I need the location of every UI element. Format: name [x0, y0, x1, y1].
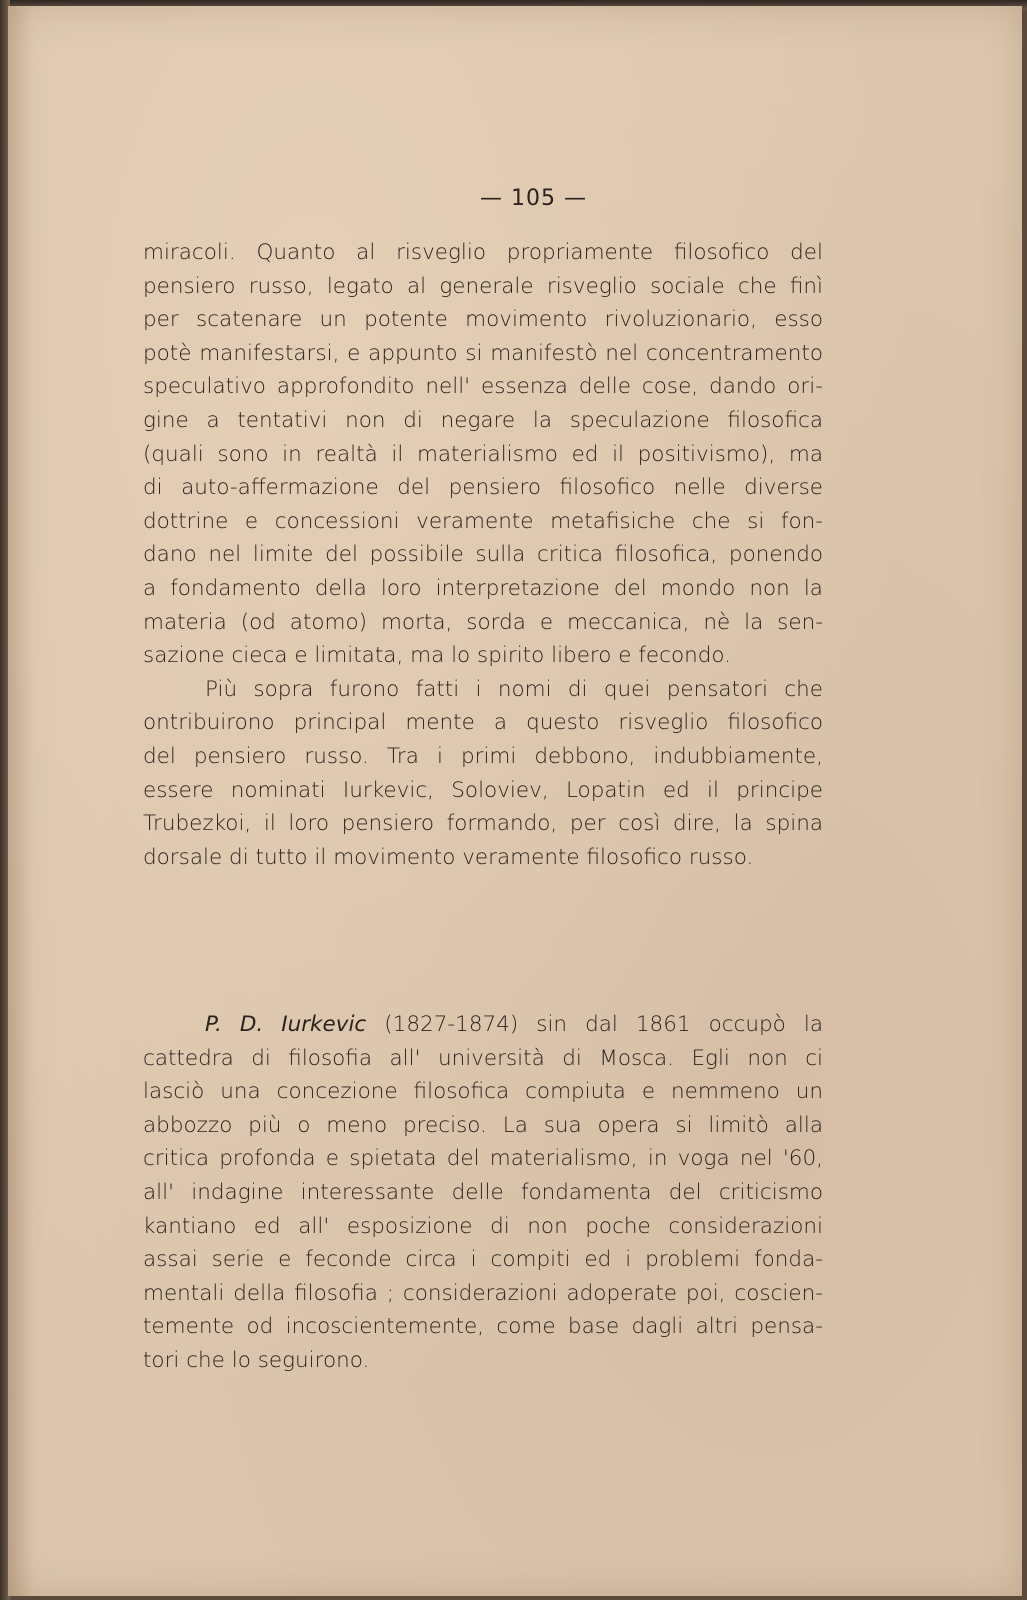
text-line: abbozzo più o meno preciso. La sua opera si limitò alla: [143, 1112, 823, 1138]
text-line: assai serie e feconde circa i compiti ed i problemi fonda-: [143, 1247, 823, 1273]
text-line: del pensiero russo. Tra i primi debbono, indubbiamente,: [143, 743, 823, 769]
body-text-block-1: [143, 236, 823, 874]
text-line: pensiero russo, legato al generale risveglio sociale che finì: [143, 273, 823, 299]
text-line: tori che lo seguirono.: [143, 1347, 370, 1373]
text-line: kantiano ed all' esposizione di non poche considerazioni: [143, 1213, 823, 1239]
text-line: lasciò una concezione filosofica compiuta e nemmeno un: [143, 1079, 823, 1105]
text-fragment: (1827-1874) sin dal 1861 occupò la: [384, 1012, 823, 1037]
author-name: P. D. Iurkevic: [205, 1012, 367, 1037]
text-line: cattedra di filosofia all' università di Mosca. Egli non ci: [143, 1045, 823, 1071]
text-line: dorsale di tutto il movimento veramente filosofico russo.: [143, 844, 754, 870]
text-line: (quali sono in realtà il materialismo ed il positivismo), ma: [143, 441, 823, 467]
text-line: per scatenare un potente movimento rivoluzionario, esso: [143, 307, 823, 333]
text-line: dottrine e concessioni veramente metafisiche che si fon-: [143, 508, 823, 534]
text-line: Più sopra furono fatti i nomi di quei pensatori che: [205, 676, 823, 702]
text-line: mentali della filosofia ; considerazioni adoperate poi, coscien-: [143, 1280, 823, 1306]
body-text-block-2: [143, 1008, 823, 1378]
text-line: Trubezkoi, il loro pensiero formando, per così dire, la spina: [143, 811, 823, 837]
text-line-first: [143, 1008, 823, 1042]
text-line: dano nel limite del possibile sulla critica filosofica, ponendo: [143, 542, 823, 568]
text-line: essere nominati Iurkevic, Soloviev, Lopatin ed il principe: [143, 777, 823, 803]
text-line: a fondamento della loro interpretazione del mondo non la: [143, 575, 823, 601]
text-line: temente od incoscientemente, come base dagli altri pensa-: [143, 1314, 823, 1340]
text-line: potè manifestarsi, e appunto si manifestò nel concentramento: [143, 340, 823, 366]
text-line: materia (od atomo) morta, sorda e meccanica, nè la sen-: [143, 609, 823, 635]
text-line: critica profonda e spietata del materialismo, in voga nel '60,: [143, 1146, 823, 1172]
text-line: miracoli. Quanto al risveglio propriamente filosofico del: [143, 240, 823, 265]
text-line: speculativo approfondito nell' essenza delle cose, dando ori-: [143, 374, 823, 400]
text-line: all' indagine interessante delle fondamenta del criticismo: [143, 1179, 823, 1205]
text-line: di auto-affermazione del pensiero filosofico nelle diverse: [143, 475, 823, 501]
text-line: gine a tentativi non di negare la speculazione filosofica: [143, 407, 823, 433]
text-line: ontribuirono principal mente a questo risveglio filosofico: [143, 710, 823, 736]
text-line: sazione cieca e limitata, ma lo spirito libero e fecondo.: [143, 643, 731, 669]
page-number: — 105 —: [480, 186, 587, 211]
